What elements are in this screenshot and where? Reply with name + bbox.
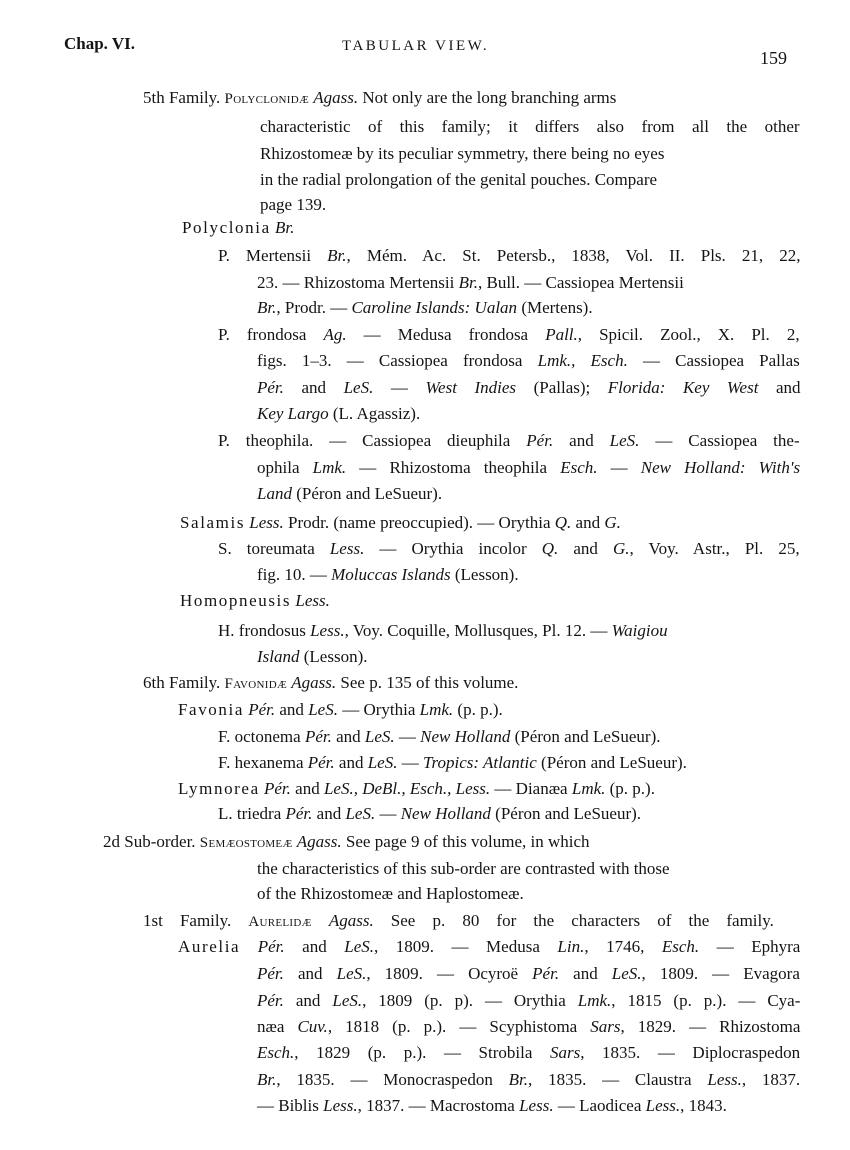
- text-run: , 1837. — Macrostoma: [357, 1096, 520, 1115]
- italic-run: Pér.: [307, 753, 335, 772]
- text-run: H. frondosus: [218, 621, 311, 640]
- genus-name: Homopneusis: [180, 591, 292, 610]
- text-line: [257, 298, 593, 318]
- taxon-family-name: Aurelidæ: [248, 914, 312, 930]
- text-line: [257, 484, 442, 504]
- text-run: ophila: [257, 458, 313, 477]
- text-run: Prodr. (name preoccupied). — Orythia: [283, 513, 555, 532]
- text-run: — Orythia incolor: [364, 539, 542, 558]
- text-run: — Ephyra: [699, 937, 801, 956]
- text-line: [178, 779, 655, 799]
- text-run: — Biblis: [257, 1096, 324, 1115]
- italic-run: Br.: [458, 273, 478, 292]
- text-line: [218, 753, 687, 773]
- italic-run: Lmk.: [419, 700, 454, 719]
- text-run: 5th Family.: [143, 88, 225, 107]
- page-number: 159: [760, 48, 787, 68]
- text-run: , Mém. Ac. St. Petersb., 1838, Vol. II. Pls. 21, 22,: [346, 246, 801, 265]
- text-run: the characteristics of this sub-order are contrasted with those: [257, 859, 670, 878]
- text-line: [257, 1070, 800, 1090]
- text-run: , 1837.: [741, 1070, 801, 1089]
- text-run: F. octonema: [218, 727, 305, 746]
- italic-run: Tropics: Atlantic: [422, 753, 537, 772]
- text-run: and: [331, 727, 365, 746]
- text-run: (Lesson).: [299, 647, 368, 666]
- text-run: , Prodr. —: [276, 298, 352, 317]
- italic-run: Sars: [590, 1017, 621, 1036]
- italic-run: New Holland: [400, 804, 491, 823]
- italic-run: Pér.: [257, 964, 284, 983]
- text-run: page 139.: [260, 195, 327, 214]
- text-run: P. theophila. — Cassiopea dieuphila: [218, 431, 527, 450]
- text-line: [260, 117, 800, 137]
- text-run: , 1809. — Evagora: [641, 964, 800, 983]
- text-run: (Mertens).: [517, 298, 593, 317]
- text-run: (Lesson).: [450, 565, 519, 584]
- italic-run: Pér.: [257, 937, 285, 956]
- genus-name: Polyclonia: [182, 218, 271, 237]
- italic-run: Pér.: [526, 431, 554, 450]
- text-line: [182, 218, 294, 238]
- text-run: (Pallas);: [516, 378, 608, 397]
- text-run: Rhizostomeæ by its peculiar symmetry, there being no eyes: [260, 144, 665, 163]
- text-run: — Rhizostoma theophila: [346, 458, 561, 477]
- text-run: 2d Sub-order.: [103, 832, 200, 851]
- text-run: næa: [257, 1017, 298, 1036]
- italic-run: Pér.: [263, 779, 291, 798]
- text-line: [260, 195, 326, 215]
- text-run: —: [597, 458, 641, 477]
- text-line: [178, 700, 503, 720]
- italic-run: Q.: [541, 539, 559, 558]
- text-run: of the Rhizostomeæ and Haplostomeæ.: [257, 884, 524, 903]
- italic-run: LeS.: [367, 753, 398, 772]
- taxon-family-name: Semæostomeæ: [199, 835, 293, 851]
- genus-name: Favonia: [178, 700, 244, 719]
- text-run: 1st Family.: [143, 911, 249, 930]
- text-run: F. hexanema: [218, 753, 308, 772]
- text-run: , 1843.: [680, 1096, 727, 1115]
- text-line: [143, 673, 518, 694]
- text-run: Not only are the long branching arms: [358, 88, 617, 107]
- text-run: 6th Family.: [143, 673, 225, 692]
- text-line: [143, 88, 616, 109]
- italic-run: Less.: [310, 621, 345, 640]
- text-line: [257, 1017, 800, 1037]
- text-run: , Bull. — Cassiopea Mertensii: [478, 273, 684, 292]
- text-line: [260, 144, 664, 164]
- italic-run: Less.: [707, 1070, 742, 1089]
- chapter-label: Chap. VI.: [64, 34, 136, 53]
- text-line: [218, 727, 660, 747]
- text-run: , 1809. — Ocyroë: [366, 964, 533, 983]
- text-run: (p. p.).: [605, 779, 655, 798]
- text-run: , 1835. — Claustra: [528, 1070, 708, 1089]
- text-run: —: [375, 804, 401, 823]
- text-run: —: [373, 378, 426, 397]
- text-run: and: [571, 513, 605, 532]
- italic-run: Esch.: [661, 937, 700, 956]
- text-line: [218, 539, 800, 559]
- italic-run: Esch.: [257, 1043, 295, 1062]
- text-run: and: [334, 753, 368, 772]
- text-line: [178, 937, 800, 957]
- text-run: P. Mertensii: [218, 246, 328, 265]
- italic-run: Br.: [274, 218, 295, 237]
- text-line: [257, 1096, 727, 1116]
- text-line: [257, 565, 519, 585]
- italic-run: Lmk.: [571, 779, 606, 798]
- italic-run: Less.: [295, 591, 330, 610]
- italic-run: Pér.: [257, 378, 284, 397]
- text-run: L. triedra: [218, 804, 286, 823]
- text-run: , 1829 (p. p.). — Strobila: [294, 1043, 550, 1062]
- italic-run: Pér.: [304, 727, 332, 746]
- text-run: See p. 135 of this volume.: [336, 673, 519, 692]
- italic-run: Florida: Key West: [607, 378, 759, 397]
- italic-run: Pér.: [257, 991, 284, 1010]
- text-line: [103, 832, 590, 853]
- italic-run: Lmk.: [577, 991, 612, 1010]
- text-line: [260, 170, 657, 190]
- text-run: and: [559, 964, 612, 983]
- italic-run: Pér.: [285, 804, 313, 823]
- text-line: [257, 991, 800, 1011]
- text-line: [218, 621, 668, 641]
- text-run: , Spicil. Zool., X. Pl. 2,: [577, 325, 800, 344]
- text-line: [257, 859, 670, 879]
- text-line: [257, 404, 420, 424]
- text-run: figs. 1–3. — Cassiopea frondosa: [257, 351, 538, 370]
- genus-name: Lymnorea: [178, 779, 260, 798]
- text-run: and: [283, 378, 344, 397]
- italic-run: LeS.: [332, 991, 363, 1010]
- italic-run: Less.: [329, 539, 365, 558]
- text-line: [257, 273, 684, 293]
- text-line: [180, 513, 621, 533]
- italic-run: LeS.: [343, 378, 374, 397]
- text-run: See page 9 of this volume, in which: [341, 832, 590, 851]
- text-run: P. frondosa: [218, 325, 324, 344]
- italic-run: LeS.: [345, 804, 376, 823]
- text-line: [218, 325, 800, 345]
- text-run: and: [758, 378, 801, 397]
- text-line: [257, 1043, 800, 1063]
- italic-run: LeS.: [344, 937, 374, 956]
- italic-run: Key Largo: [257, 404, 329, 423]
- text-run: See p. 80 for the characters of the family.: [373, 911, 774, 930]
- italic-run: Esch.: [560, 458, 598, 477]
- text-line: [143, 911, 774, 932]
- text-run: , 1746,: [584, 937, 662, 956]
- text-run: , 1829. — Rhizostoma: [620, 1017, 801, 1036]
- text-line: [257, 351, 800, 371]
- text-line: [218, 804, 641, 824]
- italic-run: Pér.: [532, 964, 560, 983]
- text-run: (L. Agassiz).: [328, 404, 421, 423]
- genus-name: Aurelia: [178, 937, 241, 956]
- italic-run: Br.: [257, 1070, 277, 1089]
- italic-run: Less.: [519, 1096, 554, 1115]
- italic-run: Lmk., Esch.: [537, 351, 628, 370]
- text-run: , 1809 (p. p). — Orythia: [362, 991, 578, 1010]
- italic-run: Less.: [323, 1096, 358, 1115]
- italic-run: Lmk.: [312, 458, 347, 477]
- text-run: — Orythia: [337, 700, 420, 719]
- running-title: TABULAR VIEW.: [342, 38, 490, 54]
- text-run: fig. 10. —: [257, 565, 332, 584]
- text-line: [257, 884, 524, 904]
- italic-run: LeS.: [609, 431, 640, 450]
- italic-run: West Indies: [425, 378, 517, 397]
- italic-run: Sars: [549, 1043, 581, 1062]
- text-run: and: [275, 700, 309, 719]
- italic-run: Agass.: [313, 88, 359, 107]
- text-run: characteristic of this family; it differs also from all the other: [260, 117, 800, 136]
- text-line: [257, 378, 801, 398]
- italic-run: LeS.: [611, 964, 642, 983]
- text-run: [240, 937, 258, 956]
- text-run: , Voy. Astr., Pl. 25,: [629, 539, 800, 558]
- italic-run: G.: [613, 539, 630, 558]
- text-run: and: [283, 964, 337, 983]
- text-line: [257, 458, 800, 478]
- text-run: and: [558, 539, 613, 558]
- text-run: (p. p.).: [453, 700, 503, 719]
- text-line: [218, 431, 800, 451]
- italic-run: LeS.: [308, 700, 338, 719]
- italic-run: Cuv.: [297, 1017, 328, 1036]
- italic-run: Q.: [554, 513, 572, 532]
- text-run: (Péron and LeSueur).: [536, 753, 687, 772]
- text-run: —: [394, 727, 421, 746]
- text-run: , 1809. — Medusa: [373, 937, 558, 956]
- italic-run: Land: [257, 484, 292, 503]
- italic-run: LeS.: [364, 727, 395, 746]
- text-run: (Péron and LeSueur).: [490, 804, 642, 823]
- italic-run: Agass.: [296, 832, 342, 851]
- italic-run: Lin.: [557, 937, 585, 956]
- italic-run: Br.: [327, 246, 347, 265]
- italic-run: Pér.: [248, 700, 276, 719]
- text-run: —: [397, 753, 423, 772]
- taxon-family-name: Polyclonidæ: [224, 91, 310, 107]
- italic-run: Ag.: [323, 325, 347, 344]
- genus-name: Salamis: [180, 513, 246, 532]
- italic-run: Waigiou: [611, 621, 668, 640]
- text-line: [257, 647, 367, 667]
- italic-run: Moluccas Islands: [331, 565, 451, 584]
- text-run: and: [290, 779, 324, 798]
- italic-run: Less.: [645, 1096, 681, 1115]
- italic-run: Br.: [508, 1070, 529, 1089]
- italic-run: LeS., DeBl., Esch., Less.: [323, 779, 491, 798]
- text-line: [218, 246, 800, 266]
- italic-run: Less.: [249, 513, 284, 532]
- text-run: , 1818 (p. p.). — Scyphistoma: [327, 1017, 591, 1036]
- text-run: and: [312, 804, 346, 823]
- text-run: and: [553, 431, 610, 450]
- text-run: in the radial prolongation of the genital pouches. Compare: [260, 170, 658, 189]
- text-line: [257, 964, 800, 984]
- italic-run: New Holland: With's: [640, 458, 801, 477]
- text-run: — Dianæa: [490, 779, 572, 798]
- text-line: [180, 591, 330, 611]
- text-run: — Medusa frondosa: [346, 325, 546, 344]
- italic-run: Agass.: [291, 673, 337, 692]
- italic-run: Br.: [257, 298, 277, 317]
- italic-run: G.: [604, 513, 621, 532]
- text-run: (Péron and LeSueur).: [510, 727, 661, 746]
- italic-run: Agass.: [328, 911, 374, 930]
- text-run: (Péron and LeSueur).: [291, 484, 443, 503]
- text-run: and: [284, 937, 345, 956]
- text-run: S. toreumata: [218, 539, 330, 558]
- text-run: — Laodicea: [553, 1096, 646, 1115]
- text-run: , 1835. — Diplocraspedon: [580, 1043, 801, 1062]
- text-run: , 1815 (p. p.). — Cya-: [611, 991, 801, 1010]
- text-run: [312, 911, 329, 930]
- italic-run: LeS.: [336, 964, 367, 983]
- text-run: and: [283, 991, 333, 1010]
- italic-run: Island: [257, 647, 300, 666]
- italic-run: New Holland: [420, 727, 511, 746]
- text-run: , Voy. Coquille, Mollusques, Pl. 12. —: [344, 621, 612, 640]
- taxon-family-name: Favonidæ: [224, 676, 288, 692]
- text-run: , 1835. — Monocraspedon: [276, 1070, 509, 1089]
- text-run: — Cassiopea the-: [639, 431, 800, 450]
- text-run: — Cassiopea Pallas: [627, 351, 800, 370]
- italic-run: Pall.: [545, 325, 578, 344]
- italic-run: Caroline Islands: Ualan: [351, 298, 518, 317]
- text-run: 23. — Rhizostoma Mertensii: [257, 273, 459, 292]
